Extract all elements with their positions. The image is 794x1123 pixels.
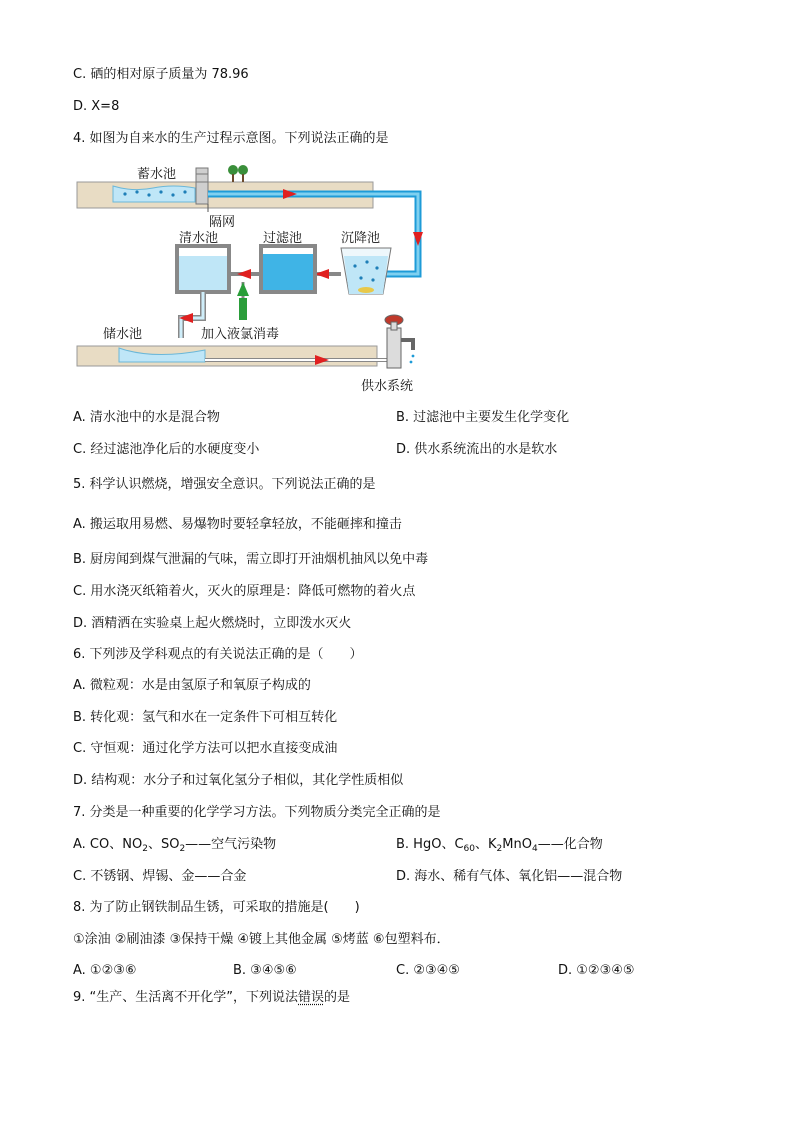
q4-option-b: B. 过滤池中主要发生化学变化 (396, 410, 570, 425)
label-supply: 供水系统 (361, 379, 414, 394)
q5-option-d: D. 酒精洒在实验桌上起火燃烧时，立即泼水灭火 (73, 616, 352, 631)
label-clear-pool: 清水池 (179, 231, 219, 246)
q8-measures: ①涂油 ②刷油漆 ③保持干燥 ④镀上其他金属 ⑤烤蓝 ⑥包塑料布． (73, 932, 450, 947)
tree-icon (228, 165, 238, 175)
chlorine-arrow (237, 282, 249, 296)
q4-option-d: D. 供水系统流出的水是软水 (396, 442, 558, 457)
q4-option-c: C. 经过滤池净化后的水硬度变小 (73, 442, 260, 457)
q7-option-b: B. HgO、$C_{60}$、$K_2MnO_4——$化合物 (396, 837, 603, 854)
tree-icon (238, 165, 248, 175)
q9-stem: 9. “生产、生活离不开化学”，下列说法错误的是 (73, 990, 351, 1005)
q6-option-c: C. 守恒观：通过化学方法可以把水直接变成油 (73, 741, 338, 756)
q4-option-a: A. 清水池中的水是混合物 (73, 410, 220, 425)
q5-stem: 5. 科学认识燃烧，增强安全意识。下列说法正确的是 (73, 477, 376, 492)
q5-option-c: C. 用水浇灭纸箱着火，灭火的原理是：降低可燃物的着火点 (73, 584, 416, 599)
faucet-icon (387, 328, 401, 368)
q8-option-c: C. ②③④⑤ (396, 963, 460, 978)
q8-option-d: D. ①②③④⑤ (558, 963, 635, 978)
q8-option-a: A. ①②③⑥ (73, 963, 137, 978)
label-chlorine: 加入液氯消毒 (201, 327, 280, 342)
flow-arrow-4 (237, 269, 251, 279)
flow-arrow-3 (315, 269, 329, 279)
q4-stem: 4. 如图为自来水的生产过程示意图。下列说法正确的是 (73, 131, 389, 146)
label-reservoir: 蓄水池 (137, 167, 177, 182)
q6-stem: 6. 下列涉及学科观点的有关说法正确的是（ ） (73, 647, 363, 662)
q7-option-a: A. CO、$NO_2$、$SO_2——$空气污染物 (73, 837, 277, 854)
q6-option-d: D. 结构观：水分子和过氧化氢分子相似，其化学性质相似 (73, 773, 404, 788)
screen-tower (196, 168, 208, 204)
label-filter-pool: 过滤池 (263, 231, 303, 246)
q7-option-c: C. 不锈钢、焊锡、金——合金 (73, 869, 247, 884)
label-settling-pool: 沉降池 (341, 231, 381, 246)
q3-option-c: C. 硒的相对原子质量为 78.96 (73, 67, 249, 82)
water-treatment-diagram (73, 158, 453, 398)
sediment (358, 287, 374, 293)
q5-option-a: A. 搬运取用易燃、易爆物时要轻拿轻放，不能砸摔和撞击 (73, 517, 402, 532)
q7-option-d: D. 海水、稀有气体、氧化铝——混合物 (396, 869, 623, 884)
label-screen: 隔网 (209, 215, 236, 230)
label-storage-pool: 储水池 (103, 327, 143, 342)
q8-option-b: B. ③④⑤⑥ (233, 963, 297, 978)
q7-stem: 7. 分类是一种重要的化学学习方法。下列物质分类完全正确的是 (73, 805, 441, 820)
q5-option-b: B. 厨房闻到煤气泄漏的气味，需立即打开油烟机抽风以免中毒 (73, 552, 429, 567)
q9-emphasis: 错误 (298, 990, 325, 1005)
water-treatment-svg (73, 158, 453, 398)
q6-option-b: B. 转化观：氢气和水在一定条件下可相互转化 (73, 710, 338, 725)
q3-option-d: D. X=8 (73, 99, 120, 114)
q6-option-a: A. 微粒观：水是由氢原子和氧原子构成的 (73, 678, 311, 693)
q8-stem: 8. 为了防止钢铁制品生锈，可采取的措施是( ) (73, 900, 360, 915)
